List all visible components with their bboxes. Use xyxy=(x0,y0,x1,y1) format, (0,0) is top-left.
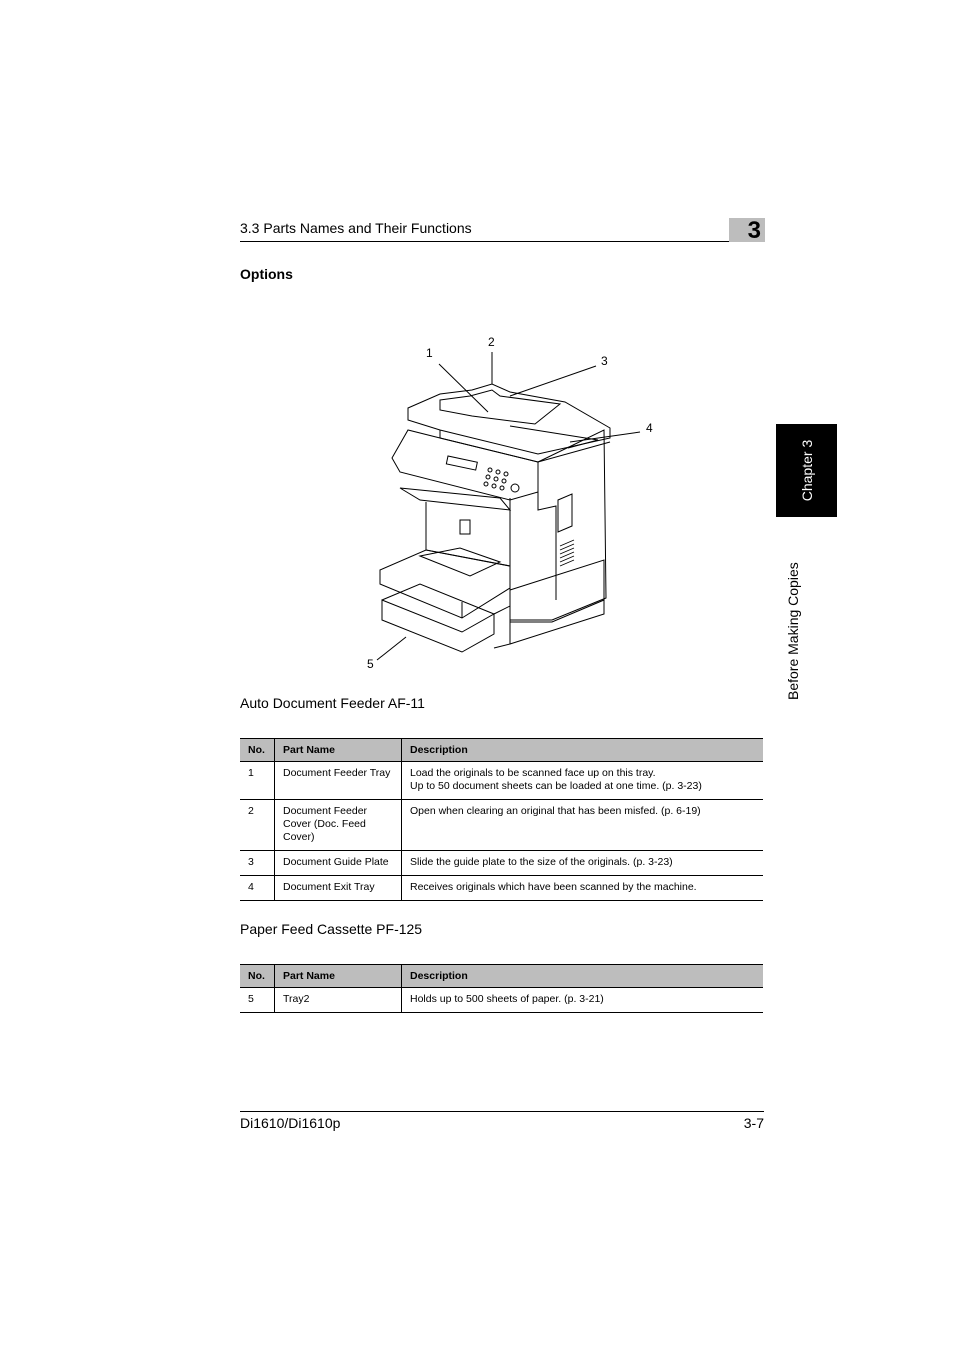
col-no: No. xyxy=(240,965,275,988)
cell-description xyxy=(402,762,764,800)
table-row xyxy=(240,762,763,800)
table-row xyxy=(240,851,763,876)
cell-part-name: Document Feeder Cover (Doc. Feed Cover) xyxy=(275,800,402,851)
adf-top xyxy=(408,384,610,454)
cell-description: Receives originals which have been scanned by the machine. xyxy=(402,876,764,901)
section-title: Options xyxy=(240,266,293,282)
tray1 xyxy=(380,550,510,618)
col-description: Description xyxy=(402,739,764,762)
col-part-name: Part Name xyxy=(275,965,402,988)
cell-part-name: Document Feeder Tray xyxy=(275,762,402,800)
copier-illustration xyxy=(360,330,660,675)
footer-model: Di1610/Di1610p xyxy=(240,1115,341,1131)
chapter-tab xyxy=(776,424,837,517)
display-window xyxy=(446,456,477,470)
callout-4: 4 xyxy=(646,421,653,435)
cell-no: 1 xyxy=(240,762,275,800)
callout-1: 1 xyxy=(426,346,433,360)
description-line: Load the originals to be scanned face up on this tray. xyxy=(410,767,656,779)
col-part-name: Part Name xyxy=(275,739,402,762)
callout-line-5 xyxy=(377,637,406,660)
cell-part-name: Document Guide Plate xyxy=(275,851,402,876)
cell-description: Open when clearing an original that has been misfed. (p. 6-19) xyxy=(402,800,764,851)
table-row xyxy=(240,876,763,901)
callout-5: 5 xyxy=(367,657,374,671)
output-tray xyxy=(400,488,510,510)
cell-part-name: Tray2 xyxy=(275,988,402,1013)
section-side-label-text: Before Making Copies xyxy=(785,562,801,700)
cell-no: 3 xyxy=(240,851,275,876)
callout-line-3 xyxy=(510,366,596,396)
col-description: Description xyxy=(402,965,764,988)
table-row xyxy=(240,800,763,851)
cell-no: 2 xyxy=(240,800,275,851)
chapter-number-box xyxy=(729,218,765,242)
cell-no: 5 xyxy=(240,988,275,1013)
caption-af: Auto Document Feeder AF-11 xyxy=(240,695,425,711)
exit-tray xyxy=(510,426,598,448)
feeder-tray xyxy=(440,390,560,424)
section-side-label xyxy=(776,530,810,700)
table-header-row xyxy=(240,739,763,762)
chapter-tab-label: Chapter 3 xyxy=(798,439,815,502)
header-rule xyxy=(240,241,764,242)
table-header-row xyxy=(240,965,763,988)
cell-no: 4 xyxy=(240,876,275,901)
table-row xyxy=(240,988,763,1013)
adf-body xyxy=(440,430,610,462)
description-line: Up to 50 document sheets can be loaded at one time. (p. 3-23) xyxy=(410,780,702,792)
table-pf xyxy=(240,964,763,1013)
col-no: No. xyxy=(240,739,275,762)
running-head: 3.3 Parts Names and Their Functions xyxy=(240,220,472,236)
footer-rule xyxy=(240,1111,764,1112)
callout-3: 3 xyxy=(601,354,608,368)
cell-part-name: Document Exit Tray xyxy=(275,876,402,901)
footer-page-number: 3-7 xyxy=(743,1115,764,1131)
callout-2: 2 xyxy=(488,335,495,349)
table-af xyxy=(240,738,763,901)
lower-unit xyxy=(510,560,604,622)
chapter-number: 3 xyxy=(747,217,761,244)
cell-description: Slide the guide plate to the size of the originals. (p. 3-23) xyxy=(402,851,764,876)
cell-description: Holds up to 500 sheets of paper. (p. 3-21) xyxy=(402,988,764,1013)
callout-line-1 xyxy=(439,364,488,412)
caption-pf: Paper Feed Cassette PF-125 xyxy=(240,921,423,937)
